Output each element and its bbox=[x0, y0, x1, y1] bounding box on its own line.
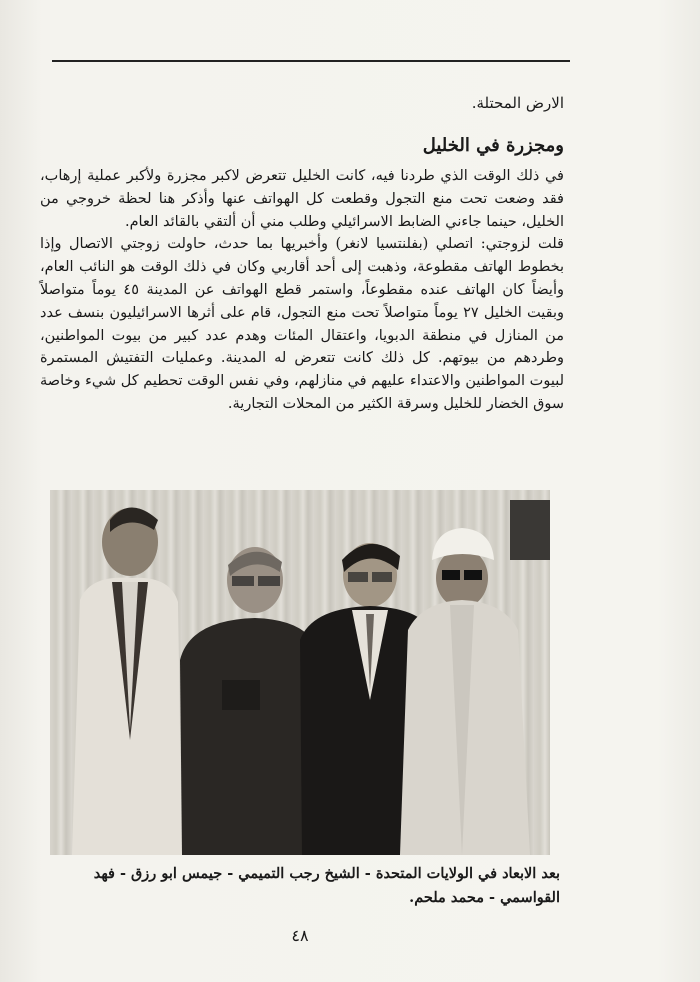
person-4 bbox=[400, 528, 530, 855]
page-number: ٤٨ bbox=[291, 926, 309, 945]
top-rule bbox=[52, 60, 570, 62]
body-text bbox=[40, 165, 564, 416]
people-silhouettes bbox=[50, 490, 550, 855]
person-1 bbox=[72, 508, 182, 856]
continued-line: الارض المحتلة. bbox=[471, 94, 564, 112]
person-2 bbox=[180, 547, 320, 855]
section-heading: ومجزرة في الخليل bbox=[422, 135, 564, 156]
paragraph-2: قلت لزوجتي: اتصلي (بفلنتسيا لانغر) وأخبريها بما حدث، حاولت زوجتي الاتصال وإذا بخطوط الهاتف مقطوعة، وذهبت إلى أحد أقاربي وكان في ذلك الوقت هو النائب العام، وأيضاً كان الهاتف عنده مقطوعاً، واستمر قطع الهواتف عن المدينة ٤٥ يوماً متواصلاً وبقيت الخليل ٢٧ يوماً متواصلاً تحت منع التجول، قام على أثرها الاسرائيليون بنسف عدد من المنازل في منطقة الدبويا، واعتقال المئات وهدم عدد كبير من بيوت المواطنين، وطردهم من بيوتهم. كل ذلك كانت تتعرض له المدينة. وعمليات التفتيش المستمرة لبيوت المواطنين والاعتداء عليهم في منازلهم، وفي نفس الوقت تحطيم كل شيء وخاصة سوق الخضار للخليل وسرقة الكثير من المحلات التجارية. bbox=[40, 236, 564, 412]
paragraph-1: في ذلك الوقت الذي طردنا فيه، كانت الخليل تتعرض لاكبر مجزرة ولأكبر عملية إرهاب، فقد وضعت تحت منع التجول وقطعت كل الهواتف عنها وأذكر هنا لحظة خروجي من الخليل، حينما جاءني الضابط الاسرائيلي وطلب مني أن ألتقي بالقائد العام. bbox=[40, 168, 564, 230]
photo-caption: بعد الابعاد في الولايات المتحدة - الشيخ رجب التميمي - جيمس ابو رزق - فهد القواسمي - محمد ملحم. bbox=[93, 865, 560, 906]
group-photograph bbox=[50, 490, 550, 855]
